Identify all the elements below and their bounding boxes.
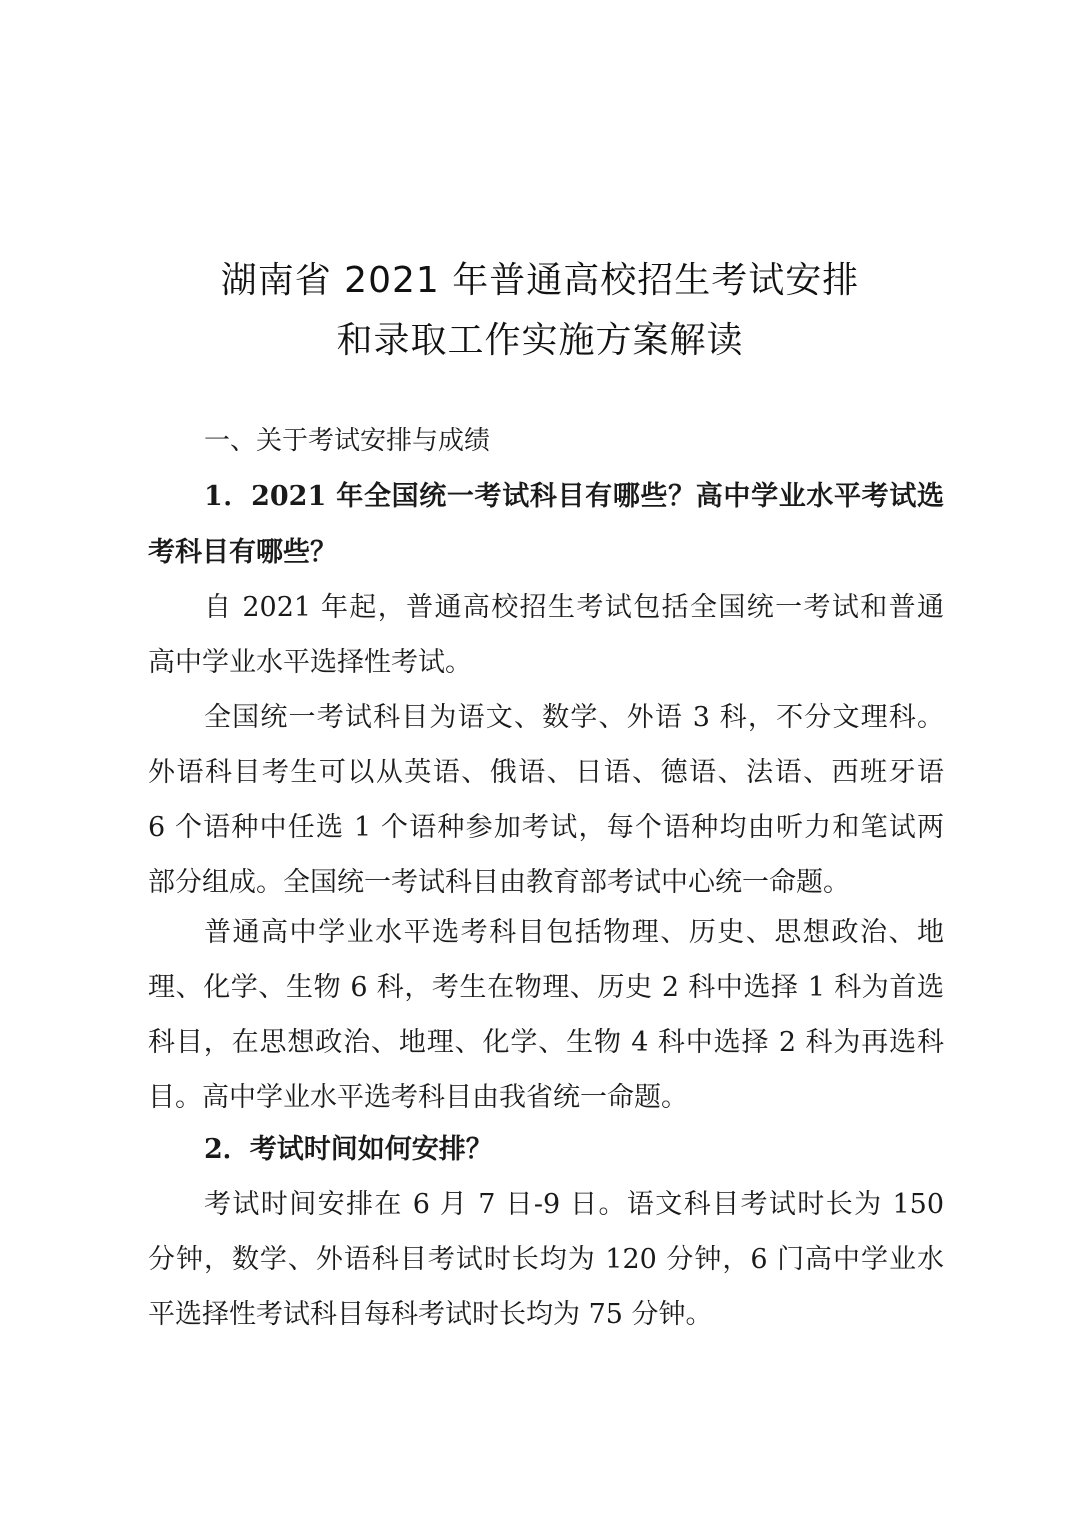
question-2-heading: 2．考试时间如何安排？ (204, 1134, 493, 1165)
paragraph-line: 全国统一考试科目为语文、数学、外语 3 科，不分文理科。 (204, 702, 944, 733)
paragraph-line: 考试时间安排在 6 月 7 日-9 日。语文科目考试时长为 150 (204, 1189, 944, 1220)
paragraph-line: 理、化学、生物 6 科，考生在物理、历史 2 科中选择 1 科为首选 (148, 972, 944, 1003)
paragraph-line: 普通高中学业水平选考科目包括物理、历史、思想政治、地 (204, 917, 944, 948)
paragraph-line: 分钟，数学、外语科目考试时长均为 120 分钟，6 门高中学业水 (148, 1244, 944, 1275)
document-title-line-2: 和录取工作实施方案解读 (336, 320, 744, 361)
paragraph-line: 部分组成。全国统一考试科目由教育部考试中心统一命题。 (148, 867, 850, 898)
paragraph-line: 外语科目考生可以从英语、俄语、日语、德语、法语、西班牙语 (148, 757, 944, 788)
section-heading: 一、关于考试安排与成绩 (204, 426, 491, 456)
paragraph-line: 6 个语种中任选 1 个语种参加考试，每个语种均由听力和笔试两 (148, 812, 944, 843)
paragraph-line: 高中学业水平选择性考试。 (148, 647, 472, 678)
question-1-line-1: 1．2021 年全国统一考试科目有哪些？高中学业水平考试选 (204, 481, 944, 512)
paragraph-line: 科目，在思想政治、地理、化学、生物 4 科中选择 2 科为再选科 (148, 1027, 944, 1058)
paragraph-line: 平选择性考试科目每科考试时长均为 75 分钟。 (148, 1299, 713, 1330)
question-1-line-2: 考科目有哪些？ (148, 537, 337, 568)
paragraph-line: 目。高中学业水平选考科目由我省统一命题。 (148, 1082, 688, 1113)
document-title-line-1: 湖南省 2021 年普通高校招生考试安排 (220, 260, 860, 301)
paragraph-line: 自 2021 年起，普通高校招生考试包括全国统一考试和普通 (204, 592, 944, 623)
